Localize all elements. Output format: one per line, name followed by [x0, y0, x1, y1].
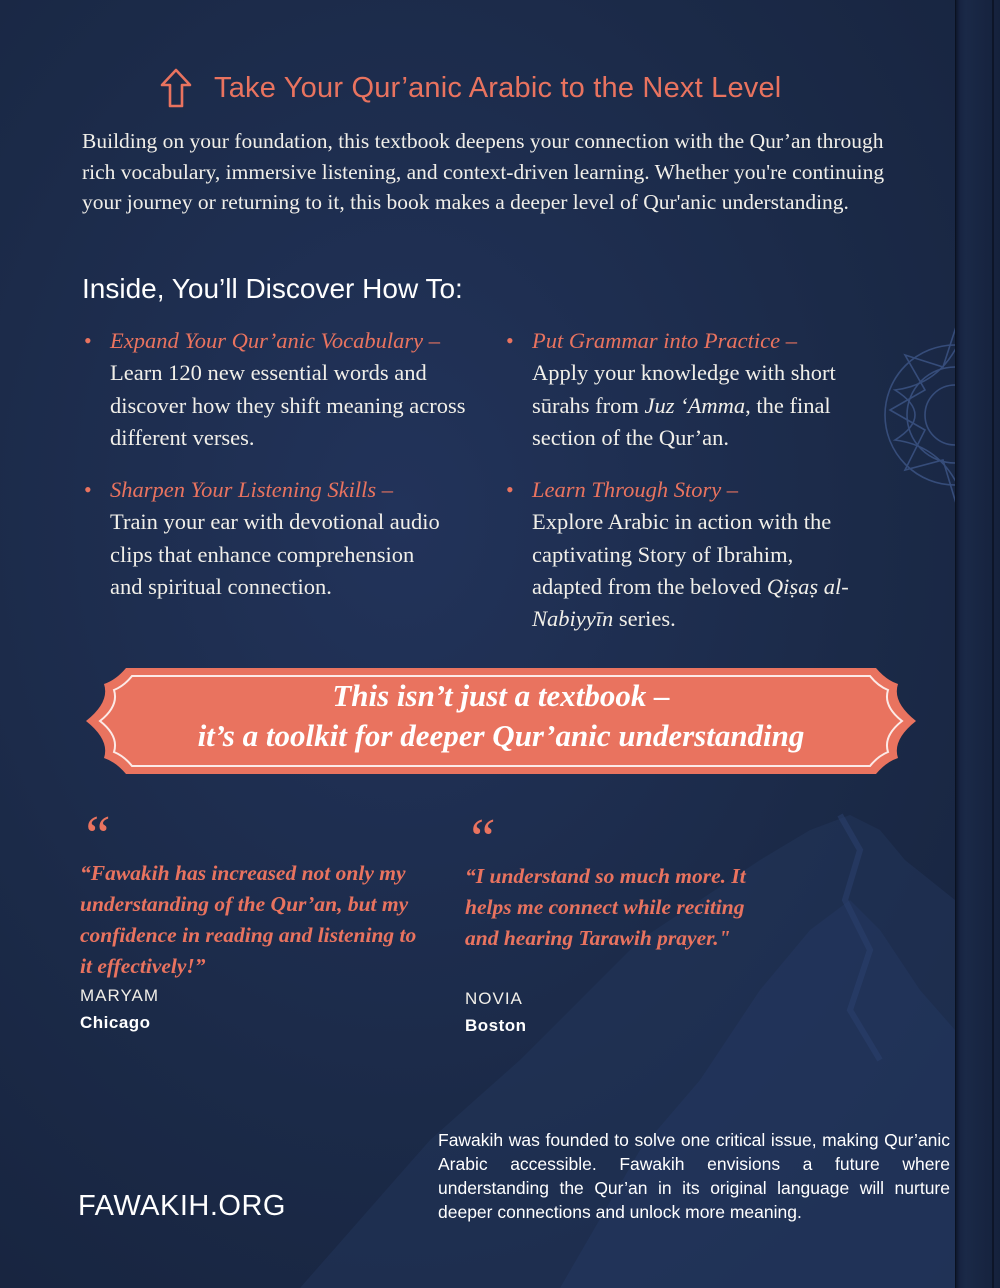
bullet-icon: • [506, 328, 514, 353]
feature-title: Sharpen Your Listening Skills – [110, 477, 393, 502]
headline [160, 66, 781, 110]
feature-body: Train your ear with devotional audio clips that enhance comprehension and spiritual connection. [110, 509, 440, 599]
testimonial-name: NOVIA [465, 989, 523, 1008]
bullet-icon: • [84, 328, 92, 353]
testimonial-name: MARYAM [80, 986, 160, 1005]
bullet-icon: • [84, 477, 92, 502]
feature-title: Put Grammar into Practice – [532, 328, 797, 353]
feature-body: Apply your knowledge with short sūrahs from Juz ‘Amma, the final section of the Qur’an. [532, 360, 836, 450]
testimonial-quote: “Fawakih has increased not only my understanding of the Qur’an, but my confidence in reading and listening to it effectively!” [80, 861, 417, 978]
banner-text [86, 676, 916, 756]
feature-listening [84, 474, 440, 603]
banner-line-1: This isn’t just a textbook – [332, 678, 670, 713]
feature-body: Learn 120 new essential words and discover how they shift meaning across different verses. [110, 360, 466, 450]
website-url[interactable]: FAWAKIH.ORG [78, 1190, 286, 1222]
banner-line-2: it’s a toolkit for deeper Qur’anic understanding [197, 718, 805, 753]
features-heading: Inside, You’ll Discover How To: [82, 273, 463, 304]
feature-vocabulary [84, 325, 480, 454]
about-paragraph: Fawakih was founded to solve one critical issue, making Qur’anic Arabic accessible. Fawakih envisions a future where understanding the Qur’an in its original language will nurture deeper connections and unlock more meaning. [438, 1130, 950, 1222]
bullet-icon: • [506, 477, 514, 502]
testimonial-city: Chicago [80, 1013, 151, 1032]
quote-mark-icon: “ [80, 805, 112, 867]
testimonial-quote: “I understand so much more. It helps me connect while reciting and hearing Tarawih prayer." [465, 864, 746, 950]
feature-grammar [506, 325, 862, 454]
headline-title: Take Your Qur’anic Arabic to the Next Level [214, 71, 782, 104]
feature-title: Learn Through Story – [532, 477, 739, 502]
feature-story [506, 474, 862, 635]
arrow-up-icon [160, 68, 192, 108]
testimonial-city: Boston [465, 1016, 527, 1035]
feature-title: Expand Your Qur’anic Vocabulary – [110, 328, 440, 353]
testimonial-maryam [80, 805, 460, 1038]
quote-mark-icon: “ [465, 808, 497, 870]
spine-edge [992, 0, 994, 1288]
intro-paragraph: Building on your foundation, this textbook deepens your connection with the Qur’an through rich vocabulary, immersive listening, and context-driven learning. Whether you're continuing your journey or returning to it, this book makes a deeper level of Qur'anic understanding. [82, 129, 885, 214]
testimonial-novia [465, 808, 845, 1041]
feature-body: Explore Arabic in action with the captivating Story of Ibrahim, adapted from the beloved Qiṣaṣ al-Nabiyyīn series. [532, 509, 849, 632]
